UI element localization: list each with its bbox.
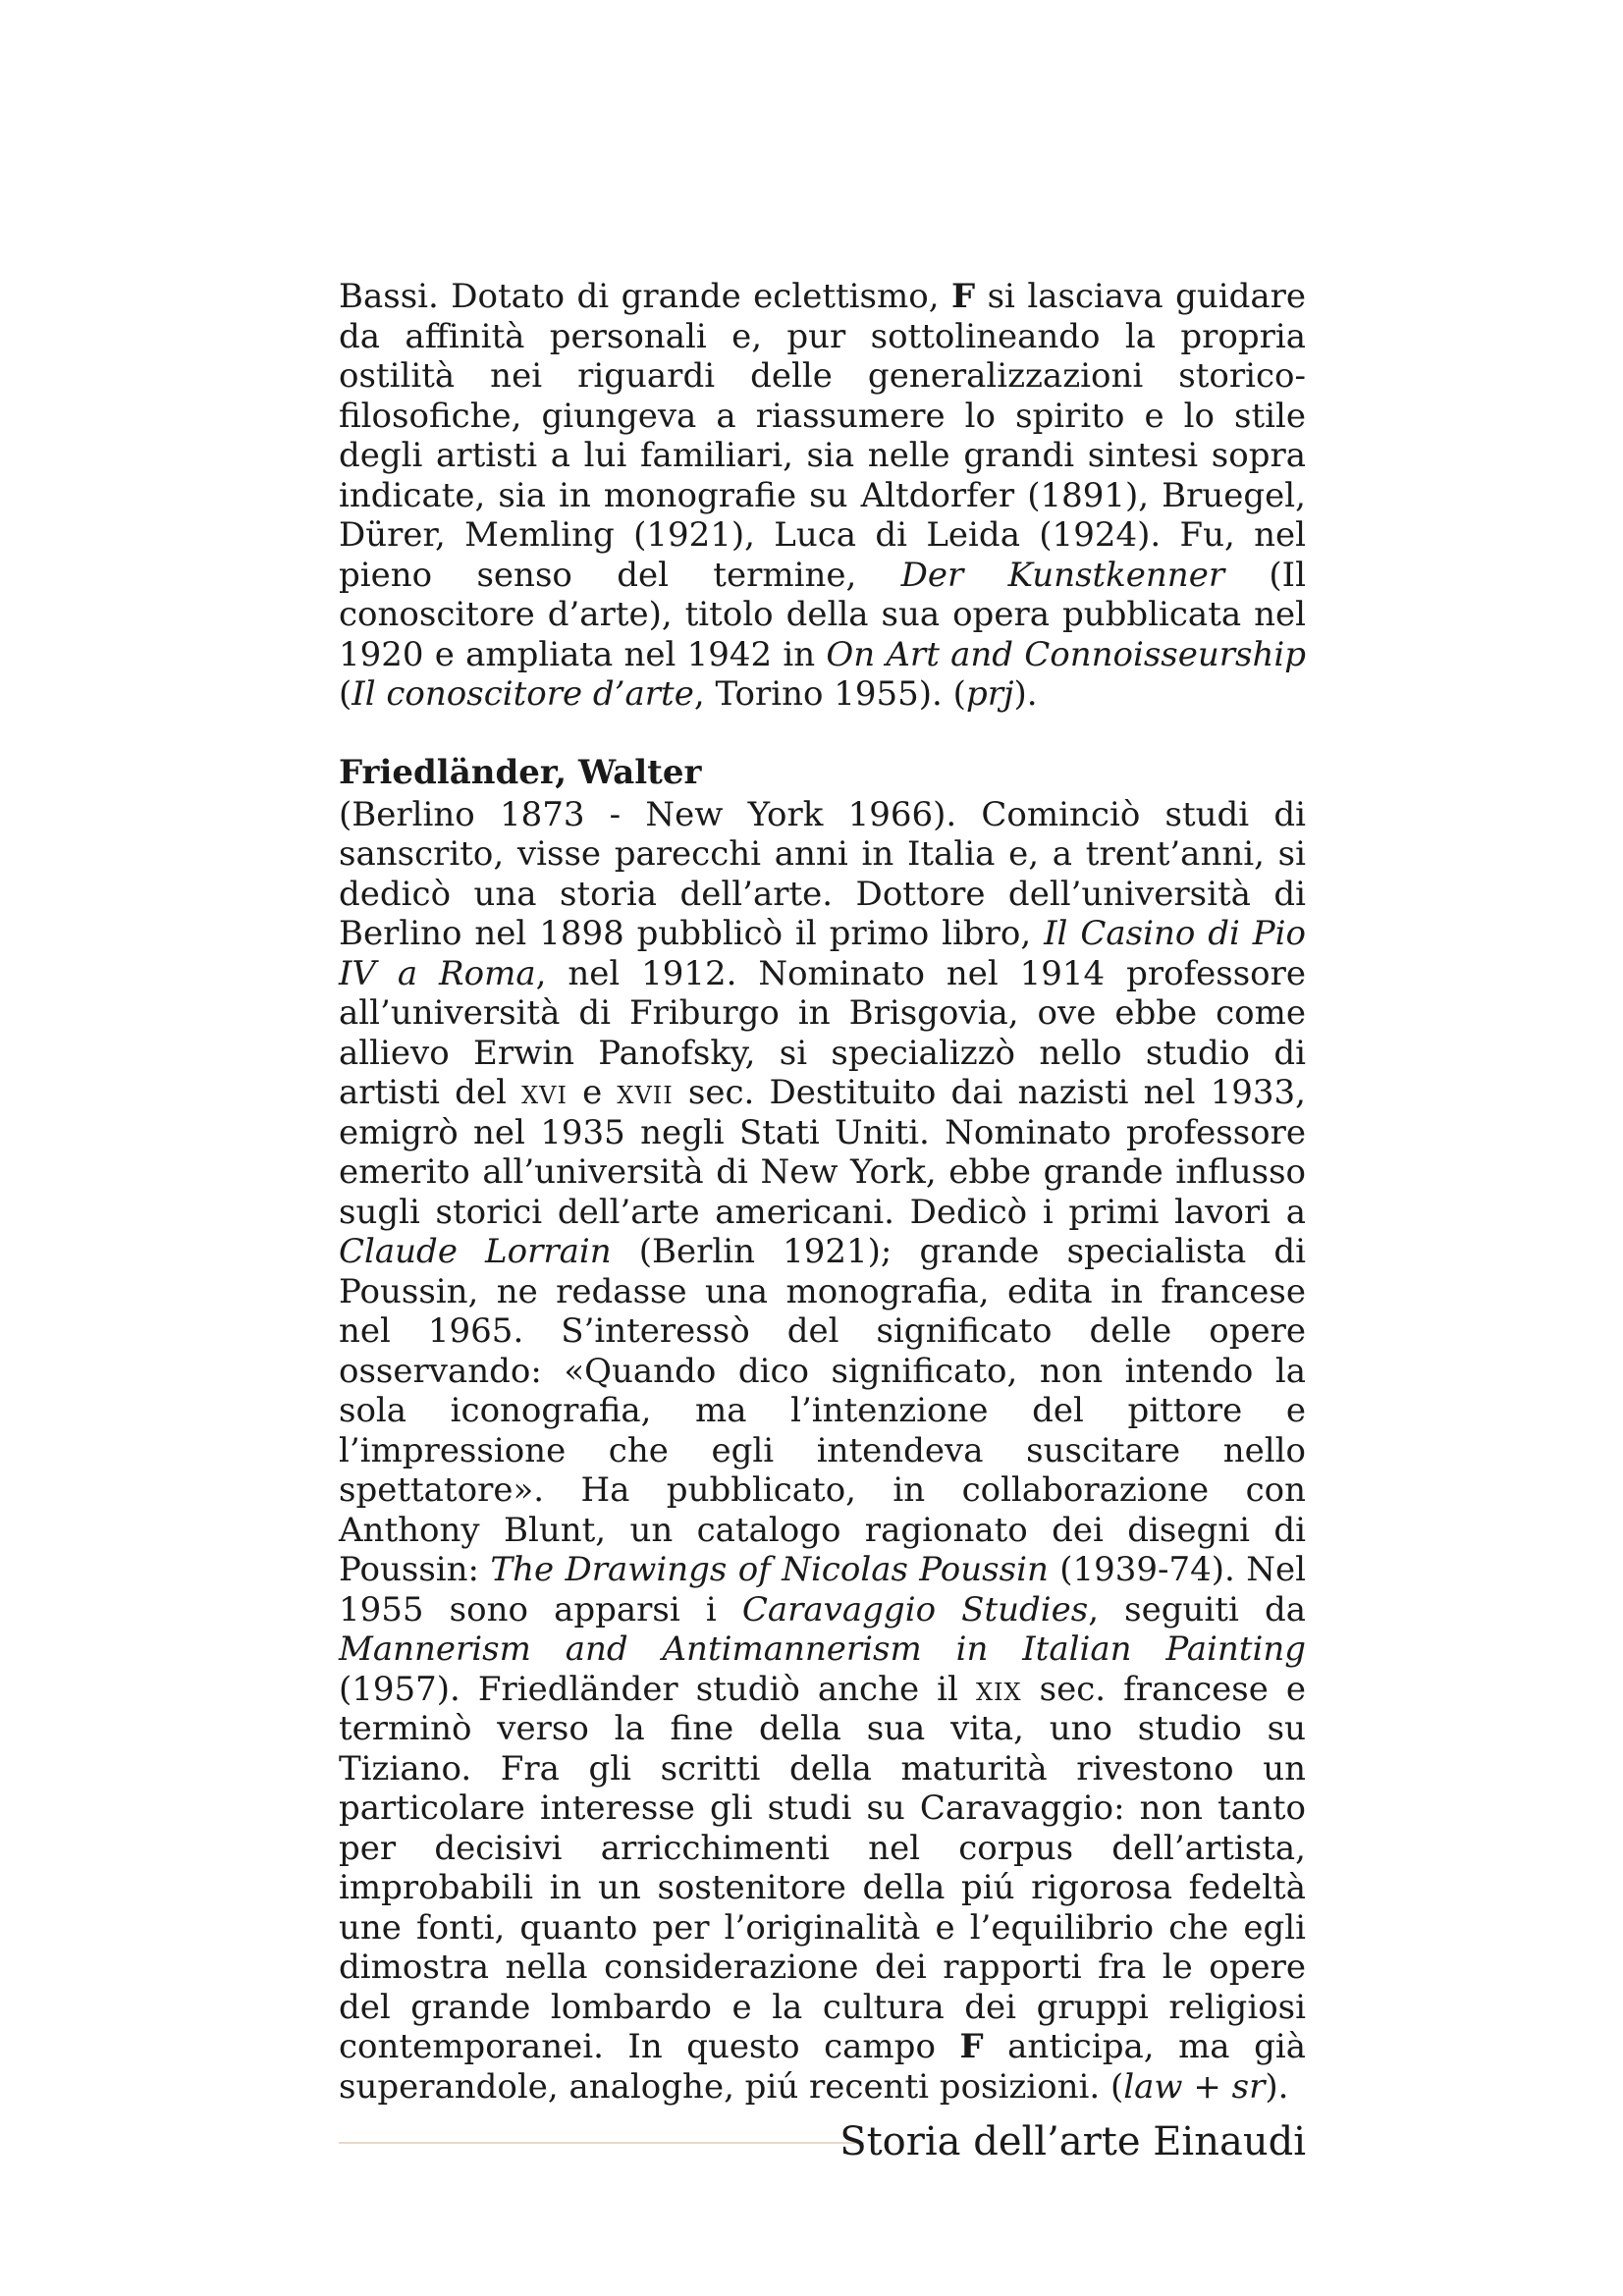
body-text: Bassi. Dotato di grande eclettismo, [339, 277, 951, 316]
entry-paragraph [339, 795, 1306, 2108]
body-text: (Berlino 1873 - New York 1966). Cominciò studi di sanscrito, visse parecchi anni in Italia e, a trent’anni, si dedicò una storia dell’arte. Dottore dell’università di Berlino nel 1898 pubblicò il primo libro, [339, 794, 1306, 953]
century-numeral: xvi [521, 1073, 568, 1112]
entry-initial: F [950, 277, 976, 316]
page-footer [339, 2120, 1306, 2167]
book-title: Caravaggio Studies [741, 1589, 1089, 1629]
footer-divider [339, 2142, 864, 2144]
book-title: Claude Lorrain [339, 1232, 612, 1271]
body-text: sec. Destituito dai nazisti nel 1933, emigrò nel 1935 negli Stati Uniti. Nominato professore emerito all’università di New York, ebbe grande influsso sugli storici dell’arte americani. Dedicò i primi lavori a [339, 1073, 1306, 1232]
footer-title: Storia dell’arte Einaudi [839, 2119, 1306, 2164]
book-title: Der Kunstkenner [900, 555, 1225, 595]
entry-heading: Friedländer, Walter [339, 752, 702, 792]
body-text: , seguiti da [1088, 1589, 1306, 1629]
book-title: Il Casino di Pio IV a Roma [339, 914, 1306, 993]
book-title: Il conoscitore d’arte [352, 674, 694, 714]
century-numeral: xix [975, 1669, 1022, 1709]
body-text: e [567, 1073, 618, 1112]
body-text: (Berlin 1921); grande specialista di Poussin, ne redasse una monografia, edita in francese nel 1965. S’interessò del significato delle opere osservando: «Quando dico significato, non intendo la sola iconografia, ma l’intenzione del pittore e l’impressione che egli intendeva suscitare nello spettatore». Ha pubblicato, in collaborazione con Anthony Blunt, un catalogo ragionato dei disegni di Poussin: [339, 1232, 1306, 1589]
body-text: ). [1013, 674, 1038, 714]
author-initials: prj [965, 674, 1014, 714]
entry-initial: F [959, 2027, 984, 2066]
body-text: , nel 1912. Nominato nel 1914 professore all’università di Friburgo in Brisgovia, ove ebbe come allievo Erwin Panofsky, si specializzò nello studio di artisti del [339, 953, 1306, 1112]
body-text: (Il conoscitore d’arte), titolo della sua opera pubblicata nel 1920 e ampliata nel 1942 in [339, 555, 1306, 674]
century-numeral: xvii [617, 1073, 674, 1112]
body-text: ( [339, 674, 352, 714]
entry-continuation-paragraph [339, 277, 1306, 715]
book-title: On Art and Connoisseurship [826, 634, 1306, 674]
author-initials: law + sr [1123, 2066, 1266, 2107]
body-text: ). [1265, 2066, 1289, 2107]
body-text: , Torino 1955). ( [693, 674, 966, 714]
body-text: si lasciava guidare da affinità personali e, pur sottolineando la propria ostilità nei riguardi delle generalizzazioni storico-filosofiche, giungeva a riassumere lo spirito e lo stile degli artisti a lui familiari, sia nelle grandi sintesi sopra indicate, sia in monografie su Altdorfer (1891), Bruegel, Dürer, Memling (1921), Luca di Leida (1924). Fu, nel pieno senso del termine, [339, 277, 1307, 595]
page-body [339, 277, 1306, 2107]
book-title: The Drawings of Nicolas Poussin [490, 1550, 1049, 1589]
body-text: sec. francese e terminò verso la fine della sua vita, uno studio su Tiziano. Fra gli scritti della maturità rivestono un particolare interesse gli studi su Caravaggio: non tanto per decisivi arricchimenti nel corpus dell’artista, improbabili in un sostenitore della piú rigorosa fedeltà une fonti, quanto per l’originalità e l’equilibrio che egli dimostra nella considerazione dei rapporti fra le opere del grande lombardo e la cultura dei gruppi religiosi contemporanei. In questo campo [339, 1669, 1307, 2066]
body-text: anticipa, ma già superandole, analoghe, piú recenti posizioni. ( [339, 2027, 1307, 2107]
body-text: (1957). Friedländer studiò anche il [339, 1669, 976, 1709]
book-title: Mannerism and Antimannerism in Italian Painting [339, 1629, 1306, 1669]
body-text: (1939-74). Nel 1955 sono apparsi i [339, 1550, 1306, 1629]
